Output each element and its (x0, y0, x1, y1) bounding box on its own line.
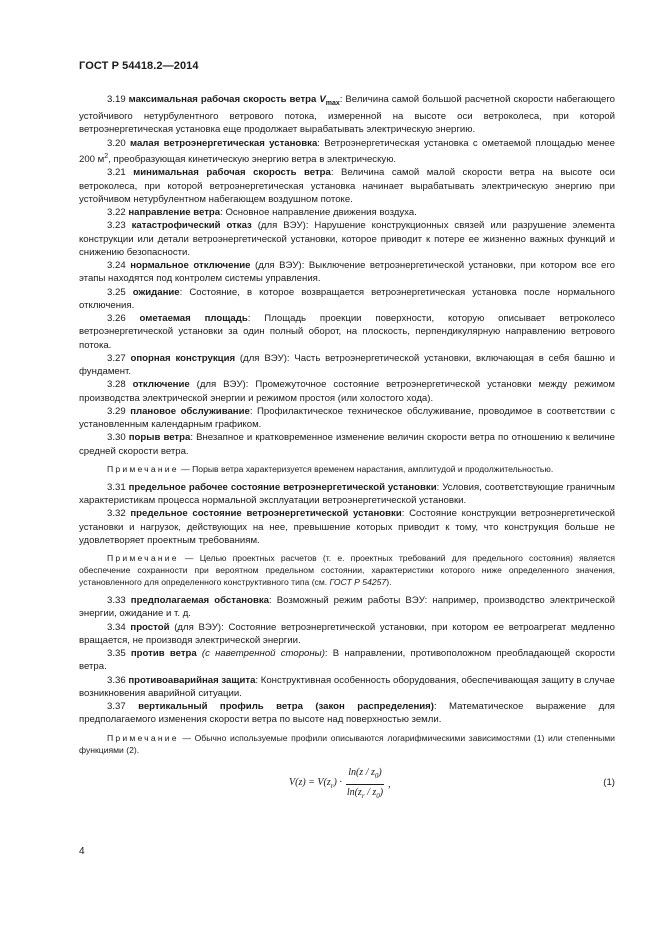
standard-reference: ГОСТ Р 54257 (329, 577, 387, 588)
definition-text: (для ВЭУ): Выключение ветроэнергетической установки, при котором все его этапы находятся под контролем системы управления. (79, 260, 616, 285)
definition-3-32 (79, 507, 615, 547)
term: против ветра (130, 648, 197, 660)
definition-3-33 (79, 594, 615, 621)
definition-3-24 (79, 259, 615, 286)
clause-number: 3.23 (107, 220, 132, 232)
definition-text: : Площадь проекции поверхности, которую описывает ветроколесо ветроэнергетической установки за один полный оборот, на плоскость, перпендикулярную направлению ветрового потока. (79, 313, 615, 351)
note-3-30 (79, 463, 615, 475)
term: нормальное отключение (130, 260, 251, 272)
clause-number: 3.21 (107, 167, 134, 179)
clause-number: 3.24 (107, 260, 131, 272)
note-text: — Обычно используемые профили описываются логарифмическими зависимостями (1) или степенными функциями (2). (79, 732, 615, 755)
numerator-subscript: 0 (374, 771, 379, 780)
definition-text: : Возможный режим работы ВЭУ: например, производство электрической энергии, ожидание и т. д. (79, 595, 615, 620)
definition-text: (для ВЭУ): Часть ветроэнергетической установки, включающая в себя башню и фундамент. (79, 352, 615, 378)
definition-text: : Состояние, в которое возвращается ветроэнергетическая установка после нормального отключения. (79, 286, 615, 311)
definition-text: : В направлении, противоположном преобладающей скорости ветра. (79, 648, 616, 673)
term: катастрофический отказ (131, 220, 252, 232)
definition-3-36 (79, 674, 615, 701)
clause-number: 3.32 (107, 508, 131, 520)
definition-3-30 (79, 431, 615, 458)
term: плановое обслуживание (130, 405, 250, 417)
term: опорная конструкция (130, 352, 236, 364)
clause-number: 3.37 (107, 701, 139, 713)
clause-number: 3.31 (107, 481, 129, 493)
definition-text: (для ВЭУ): Состояние ветроэнергетической установки, при котором ее ветроагрегат медленно вращается, не производя электрической энергии. (79, 621, 615, 646)
clause-number: 3.34 (107, 621, 131, 633)
denominator-text: ln(z (346, 786, 362, 798)
term: малая ветроэнергетическая установка (129, 137, 318, 149)
term-synonym: (с наветренной стороны) (196, 648, 325, 660)
document-header: ГОСТ Р 54418.2—2014 (79, 60, 199, 72)
note-label: Примечание (107, 463, 179, 474)
clause-number: 3.25 (107, 286, 133, 298)
formula-lhs-text: V(z) = V(z (289, 776, 331, 788)
numerator-text: ln(z / z (348, 766, 375, 778)
clause-number: 3.28 (107, 379, 133, 391)
term: предельное состояние ветроэнергетической установки (130, 508, 402, 520)
term: направление ветра (128, 207, 221, 219)
page-number: 4 (79, 846, 85, 857)
definition-text: : Конструктивная особенность оборудования, обеспечивающая защиту в случае возникновения аварийной ситуации. (79, 674, 615, 699)
definition-3-19 (79, 93, 615, 137)
term: простой (130, 621, 170, 633)
definition-3-37 (79, 700, 615, 727)
formula-denominator (345, 785, 385, 803)
definition-text: : Ветроэнергетическая установка с ометаемой площадью менее 200 м (79, 137, 615, 166)
note-text-2: ). (386, 577, 392, 588)
term: вертикальный профиль ветра (закон распределения) (138, 701, 434, 713)
definition-3-35 (79, 647, 615, 674)
clause-number: 3.19 (107, 94, 129, 105)
definition-3-34 (79, 621, 615, 648)
note-3-37 (79, 732, 615, 756)
denominator-subscript-2: 0 (376, 791, 380, 800)
formula-lhs (289, 776, 342, 793)
term: ожидание (132, 286, 180, 298)
clause-number: 3.27 (107, 352, 131, 364)
superscript: 2 (104, 152, 109, 160)
term: предполагаемая обстановка (130, 595, 269, 607)
term: максимальная рабочая скорость ветра (128, 94, 320, 105)
document-body (79, 93, 615, 804)
definition-3-23 (79, 219, 615, 259)
formula-tail: , (388, 778, 391, 790)
note-label: Примечание (107, 732, 179, 743)
definition-3-26 (79, 312, 615, 352)
numerator-end: ) (378, 766, 382, 778)
term: противоаварийная защита (128, 674, 256, 686)
formula-numerator (346, 766, 384, 785)
definition-3-21 (79, 166, 615, 206)
denominator-subscript: r (361, 791, 365, 800)
definition-text: (для ВЭУ): Нарушение конструкционных связей или разрушение элемента конструкции или детали ветроэнергетической установки, которое приводит к потере ее жизненно важных функций и снижению безопасности. (79, 220, 615, 258)
definition-3-27 (79, 352, 615, 379)
formula-lhs-end: ) · (333, 776, 342, 788)
note-3-32 (79, 552, 615, 588)
clause-number: 3.36 (107, 674, 129, 686)
clause-number: 3.30 (107, 432, 129, 444)
clause-number: 3.26 (107, 313, 140, 325)
formula-expression (289, 766, 391, 804)
definition-text: : Условия, соответствующие граничным характеристикам процесса нормальной эксплуатации ветроэнергетической установки. (79, 481, 615, 507)
definition-text: Величина самой большой расчетной скорости набегающего устойчивого нетурбулентного ветрового потока, измеренной на высоте оси ветроколеса, при которой ветроэнергетическая установка еще продолжает вырабатывать электрическую энергию. (79, 94, 616, 136)
definition-3-22 (79, 206, 615, 219)
formula-lhs-subscript: r (330, 781, 334, 790)
definition-text: : Величина самой малой скорости ветра на высоте оси ветроколеса, при которой ветроэнергетическая установка начинает вырабатывать электрическую энергию при устойчивом нетурбулентном набегающем воздушном потоке. (79, 167, 615, 205)
definition-3-29 (79, 405, 615, 432)
formula-1 (79, 762, 615, 804)
clause-number: 3.29 (107, 405, 131, 417)
definition-3-20 (79, 137, 615, 167)
definition-text: : Состояние конструкции ветроэнергетической установки и нагрузок, действующих на нее, превышение которых приводит к тому, что конструкция больше не удовлетворяет проектным требованиям. (79, 508, 615, 546)
definition-text-2: , преобразующая кинетическую энергию ветра в электрическую. (108, 154, 397, 166)
term: предельное рабочее состояние ветроэнергетической установки (128, 481, 437, 493)
note-text: — Порыв ветра характеризуется временем нарастания, амплитудой и продолжительностью. (178, 463, 554, 474)
formula-number: (1) (603, 776, 615, 788)
clause-number: 3.20 (107, 137, 130, 149)
definition-text: : Внезапное и кратковременное изменение величин скорости ветра по отношению к величине средней скорости ветра. (79, 432, 615, 457)
definition-text: : Основное направление движения воздуха. (220, 207, 417, 219)
term: минимальная рабочая скорость ветра (133, 167, 331, 179)
definition-text: : Профилактическое техническое обслуживание, проводимое в соответствии с установленным календарным графиком. (79, 405, 615, 431)
clause-number: 3.33 (107, 595, 131, 607)
definition-text: : Математическое выражение для предполагаемого изменения скорости ветра по высоте над поверхностью земли. (79, 701, 616, 726)
definition-3-25 (79, 286, 615, 313)
definition-3-28 (79, 378, 615, 405)
denominator-end: ) (379, 786, 384, 798)
formula-fraction (345, 766, 385, 804)
note-text: — Целью проектных расчетов (т. е. проектных требований для предельного состояния) является обеспечение сохранности при вероятном предельном состоянии, характеристики которого ниже определенного значения, установленного для определенного конструктивного типа (см. (79, 553, 615, 588)
definition-3-31 (79, 481, 615, 508)
term-symbol-subscript: max (325, 99, 340, 107)
denominator-mid: / z (364, 786, 377, 798)
definition-text: (для ВЭУ): Промежуточное состояние ветроэнергетической установки между режимом производства электрической энергии и режимом простоя (или холостого хода). (79, 379, 615, 404)
term-symbol: V (319, 94, 326, 105)
term: ометаемая площадь (139, 313, 248, 325)
term: отключение (132, 379, 190, 391)
colon: : (339, 94, 343, 105)
term: порыв ветра (128, 432, 191, 444)
clause-number: 3.35 (107, 648, 131, 660)
note-label: Примечание (107, 553, 179, 564)
clause-number: 3.22 (107, 207, 129, 219)
